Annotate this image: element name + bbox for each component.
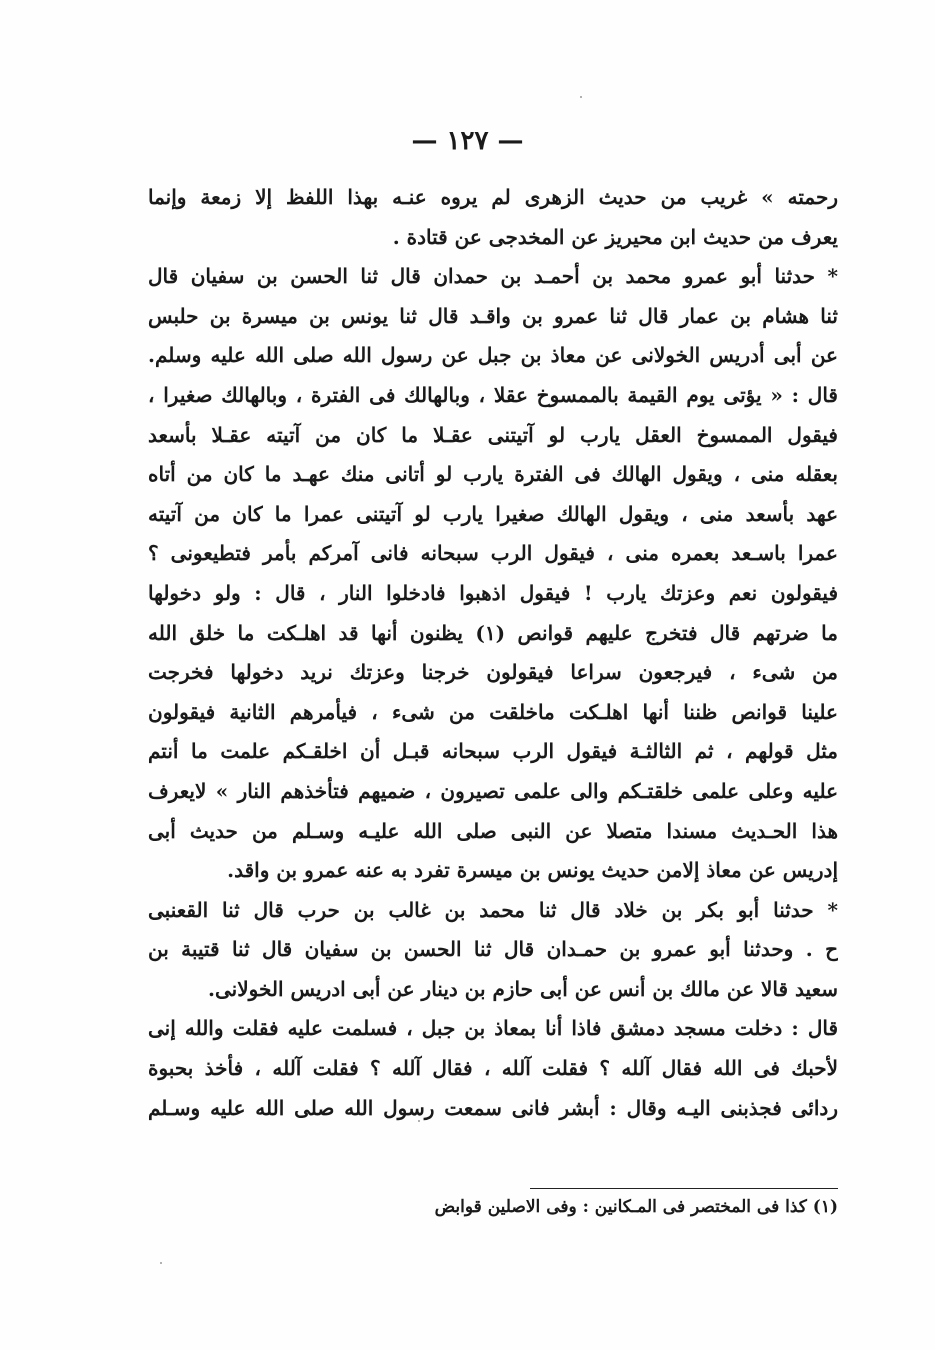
text-line: * حدثنا أبو بكر بن خلاد قال ثنا محمد بن غالب بن حرب قال ثنا القعنبى (148, 897, 838, 922)
paper-speck (418, 1120, 420, 1122)
body-text (148, 178, 838, 1128)
text-line: ح . وحدثنا أبو عمرو بن حمـدان قال ثنا الحسن بن سفيان قال ثنا قتيبة بن (148, 937, 838, 962)
text-line: فيقول الممسوخ العقل يارب لو آتيتنى عقـلا ما كان من آتيته عقـلا بأسعد (148, 422, 838, 447)
text-line: عهد بأسعد منى ، ويقول الهالك صغيرا يارب لو آتيتنى عمرا ما كان من آتيته (148, 501, 838, 526)
paper-speck (160, 1262, 162, 1264)
text-line: من شىء ، فيرجعون سراعا فيقولون خرجنا وعزتك نريد دخولها فخرجت (148, 660, 838, 685)
text-line: سعيد قالا عن مالك بن أنس عن أبى حازم بن دينار عن أبى ادريس الخولانى. (208, 976, 838, 1001)
text-line: يعرف من حديث ابن محيريز عن المخدجى عن قتادة . (392, 224, 838, 249)
text-line: عليه وعلى علمى خلقتـكم والى علمى تصيرون ، ضميهم فتأخذهم النار » لايعرف (148, 778, 838, 803)
text-line: رحمته » غريب من حديث الزهرى لم يروه عنـه بهذا اللفظ إلا زمعة وإنما (148, 185, 838, 209)
text-line: عمرا باسـعد بعمره منى ، فيقول الرب سبحانه فانى آمركم بأمر فتطيعونى ؟ (148, 541, 838, 566)
text-line: بعقله منى ، ويقول الهالك فى الفترة يارب لو أتانى منك عهـد ما كان من أتاه (148, 462, 838, 487)
page-number: — ١٢٧ — (411, 126, 524, 156)
text-line: ثنا هشام بن عمار قال ثنا عمرو بن واقـد قال ثنا يونس بن ميسرة بن حلبس (148, 303, 838, 328)
paper-speck (580, 96, 582, 98)
text-line: هذا الحـديث مسندا متصلا عن النبى صلى الله عليـه وسـلم من حديث أبى (148, 818, 838, 843)
footnote-divider (530, 1188, 838, 1189)
text-line: ردائى فجذبنى اليـه وقال : أبشر فانى سمعت رسول الله صلى الله عليه وسـلم (148, 1095, 838, 1120)
text-line: عن أبى أدريس الخولانى عن معاذ بن جبل عن رسول الله صلى الله عليه وسلم. (148, 343, 838, 368)
text-line: إدريس عن معاذ إلامن حديث يونس بن ميسرة تفرد به عنه عمرو بن واقد. (227, 858, 838, 883)
text-line: فيقولون نعم وعزتك يارب ! فيقول اذهبوا فادخلوا النار ، قال : ولو دخولها (148, 580, 838, 605)
text-line: مثل قولهم ، ثم الثالثـة فيقول الرب سبحانه قبـل أن اخلقـكم علمت ما أنتم (148, 739, 838, 764)
text-line: * حدثنا أبو عمرو محمد بن أحمـد بن حمدان قال ثنا الحسن بن سفيان قال (148, 264, 838, 289)
text-line: قال : دخلت مسجد دمشق فاذا أنا بمعاذ بن جبل ، فسلمت عليه فقلت والله إنى (148, 1016, 838, 1041)
text-line: علينا قوانص ظننا أنها اهلـكت ماخلقت من شىء ، فيأمرهم الثانية فيقولون (148, 699, 838, 724)
text-line: قال : « يؤتى يوم القيمة بالممسوخ عقلا ، وبالهالك فى الفترة ، وبالهالك صغيرا ، (148, 382, 838, 407)
text-line: ما ضرتهم قال فتخرج عليهم قوانص (١) يظنون أنها قد اهلـكت ما خلق الله (148, 620, 838, 645)
footnote: (١) كذا فى المختصر فى المـكانين : وفى الاصلين قوابض (434, 1197, 838, 1217)
text-line: لأحبك فى الله فقال آلله ؟ فقلت آلله ، فقال آلله ؟ فقلت آلله ، فأخذ بحبوة (148, 1056, 838, 1081)
